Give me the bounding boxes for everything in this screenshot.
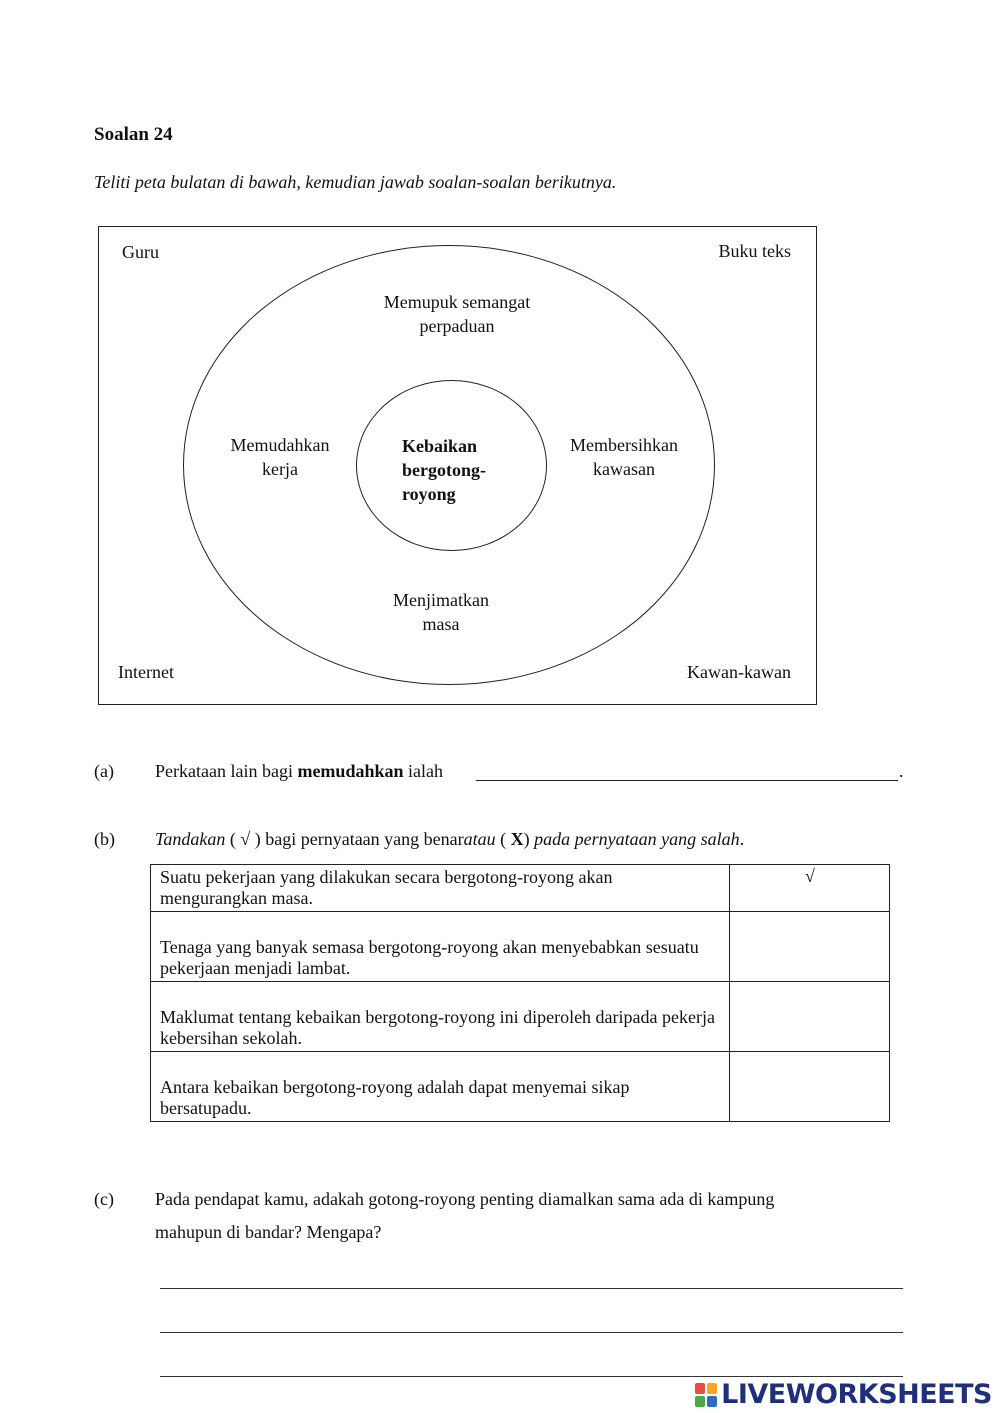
idea-right: [549, 433, 699, 481]
liveworksheets-logo: [695, 1379, 992, 1410]
answer-cell[interactable]: [730, 912, 890, 982]
question-b-inst-5: X: [510, 829, 524, 849]
question-c-line-1: Pada pendapat kamu, adakah gotong-royong penting diamalkan sama ada di kampung: [155, 1189, 775, 1209]
question-a-end-mark: .: [899, 761, 904, 781]
question-a-bold-word: memudahkan: [297, 761, 404, 781]
idea-bottom: [366, 588, 516, 636]
logo-square-1: [695, 1383, 705, 1394]
idea-left-line-2: kerja: [262, 459, 298, 479]
question-b-inst-4: (: [495, 829, 511, 849]
answer-line[interactable]: [160, 1288, 903, 1289]
frame-label-internet: Internet: [118, 662, 174, 682]
question-b-inst-8: .: [739, 829, 745, 849]
logo-square-4: [707, 1396, 717, 1407]
question-b-inst-3: atau: [463, 829, 496, 849]
logo-mark-icon: [695, 1383, 717, 1407]
question-a-text-after: ialah: [403, 761, 443, 781]
statement-cell: Suatu pekerjaan yang dilakukan secara bergotong-royong akan mengurangkan masa.: [151, 865, 730, 912]
answer-line[interactable]: [160, 1376, 903, 1377]
page-title: Soalan 24: [94, 124, 173, 145]
center-topic-line-2: bergotong-: [402, 460, 486, 480]
center-topic-line-3: royong: [402, 484, 456, 504]
idea-bottom-line-2: masa: [422, 614, 460, 634]
answer-cell[interactable]: [730, 982, 890, 1052]
instruction-text: Teliti peta bulatan di bawah, kemudian jawab soalan-soalan berikutnya.: [94, 172, 617, 192]
question-a-text-before: Perkataan lain bagi: [155, 761, 298, 781]
question-c-letter: (c): [94, 1189, 114, 1209]
answer-cell[interactable]: √: [730, 865, 890, 912]
question-b-inst-7: pada pernyataan yang salah: [534, 829, 740, 849]
table-row: [151, 912, 890, 982]
statement-cell: Tenaga yang banyak semasa bergotong-royong akan menyebabkan sesuatu pekerjaan menjadi lambat.: [151, 912, 730, 982]
question-b-instruction: [155, 829, 744, 850]
question-a-letter: (a): [94, 761, 114, 781]
idea-right-line-1: Membersihkan: [570, 435, 678, 455]
table-row: [151, 865, 890, 912]
question-b-inst-2: ( √ ) bagi pernyataan yang benar: [225, 829, 464, 849]
frame-label-guru: Guru: [122, 242, 159, 262]
true-false-table: [150, 864, 890, 1122]
answer-line[interactable]: [160, 1332, 903, 1333]
idea-left-line-1: Memudahkan: [230, 435, 330, 455]
statement-cell: Maklumat tentang kebaikan bergotong-royong ini diperoleh daripada pekerja kebersihan sekolah.: [151, 982, 730, 1052]
idea-left: [205, 433, 355, 481]
idea-bottom-line-1: Menjimatkan: [393, 590, 489, 610]
idea-top-line-1: Memupuk semangat: [383, 292, 531, 312]
idea-top: [357, 290, 557, 338]
frame-label-kawan-kawan: Kawan-kawan: [687, 662, 791, 682]
frame-label-buku-teks: Buku teks: [718, 241, 791, 261]
table-row: [151, 982, 890, 1052]
center-topic: [402, 434, 486, 506]
center-topic-line-1: Kebaikan: [402, 436, 478, 456]
question-a-text: [155, 761, 443, 782]
answer-cell[interactable]: [730, 1052, 890, 1122]
question-b-letter: (b): [94, 829, 115, 849]
question-c-line-2: mahupun di bandar? Mengapa?: [155, 1222, 382, 1242]
logo-text: LIVEWORKSHEETS: [721, 1379, 992, 1410]
idea-top-line-2: perpaduan: [419, 316, 495, 336]
logo-square-3: [695, 1396, 705, 1407]
question-b-inst-1: Tandakan: [155, 829, 226, 849]
question-b-inst-6: ): [523, 829, 535, 849]
logo-square-2: [707, 1383, 717, 1394]
question-a-answer-blank[interactable]: [476, 780, 898, 781]
statement-cell: Antara kebaikan bergotong-royong adalah dapat menyemai sikap bersatupadu.: [151, 1052, 730, 1122]
idea-right-line-2: kawasan: [593, 459, 655, 479]
table-row: [151, 1052, 890, 1122]
